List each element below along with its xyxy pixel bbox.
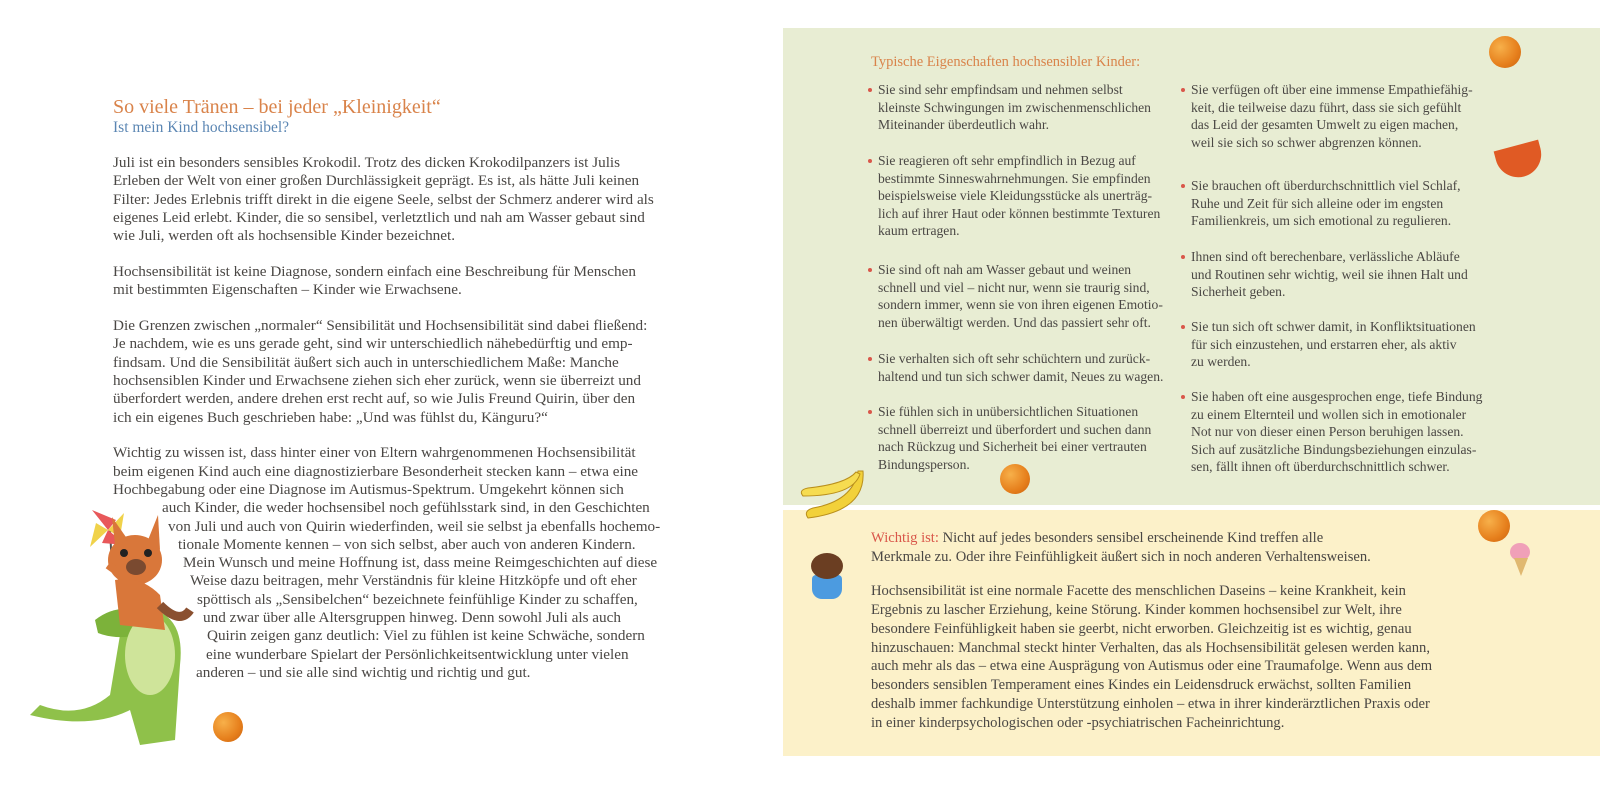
text-line: und zwar über alle Altersgruppen hinweg. Denn sowohl Juli als auch [203, 609, 621, 627]
text-line: Ihnen sind oft berechenbare, verlässliche Abläufe [1191, 249, 1460, 264]
bullet-dot-icon [868, 410, 872, 414]
text-line: zu einem Elternteil und wollen sich in emotionaler [1191, 406, 1467, 422]
text-line: Sie fühlen sich in unübersichtlichen Situationen [878, 404, 1139, 419]
characteristic-bullet [878, 81, 1151, 134]
text-line: Ergebnis zu lascher Erziehung, keine Störung. Kinder kommen hochsensibel zur Welt, ihre [871, 601, 1402, 618]
text-line: überfordert werden, andere drehen erst recht auf, so wie Julis Freund Quirin, über den [113, 390, 636, 408]
text-line: Miteinander überdeutlich wahr. [878, 117, 1049, 133]
text-line: wie Juli, werden oft als hochsensible Kinder bezeichnet. [113, 227, 456, 245]
text-line: in einer kinderpsychologischen oder -psychiatrischen Facheinrichtung. [871, 715, 1285, 732]
note-paragraph [871, 582, 1432, 733]
orange-fruit-icon [1478, 510, 1510, 542]
text-line: Ruhe und Zeit für sich alleine oder im engsten [1191, 195, 1444, 211]
text-line: kaum ertragen. [878, 223, 960, 239]
bullet-dot-icon [1181, 88, 1185, 92]
text-line: Hochsensibilität ist keine Diagnose, sondern einfach eine Beschreibung für Menschen [113, 262, 636, 280]
important-note-text [871, 529, 1432, 748]
orange-fruit-icon [213, 712, 243, 742]
text-line: findsam. Und die Sensibilität äußert sich auch in unterschiedlichem Maße: Manche [113, 353, 619, 371]
text-line: Die Grenzen zwischen „normaler“ Sensibilität und Hochsensibilität sind dabei fließend: [113, 317, 648, 335]
text-line: sen, fällt ihnen oft überdurchschnittlich schwer. [1191, 459, 1450, 475]
body-paragraph [113, 263, 660, 300]
text-line: eigenes Leid erlebt. Kinder, die so sensibel, verletztlich und nah am Wasser gebaut sind [113, 208, 645, 226]
text-line: auch Kinder, die weder hochsensibel noch gefühlsstark sind, in den Geschichten [162, 499, 650, 517]
kangaroo-crocodile-illustration [20, 505, 210, 760]
body-paragraph [113, 154, 660, 245]
note-line: Nicht auf jedes besonders sensibel erscheinende Kind treffen alle [938, 530, 1324, 546]
characteristic-bullet [1191, 81, 1473, 151]
characteristic-bullet [1191, 388, 1482, 476]
text-line: Sie brauchen oft überdurchschnittlich viel Schlaf, [1191, 178, 1461, 193]
text-line: Sie verhalten sich oft sehr schüchtern und zurück- [878, 351, 1151, 366]
text-line: zu werden. [1191, 354, 1251, 370]
text-line: anderen – und sie alle sind wichtig und richtig und gut. [196, 663, 531, 681]
text-line: keit, die teilweise dazu führt, dass sie sich gefühlt [1191, 99, 1462, 115]
bullet-dot-icon [868, 159, 872, 163]
orange-fruit-icon [1489, 36, 1521, 68]
text-line: nach Rückzug und Sicherheit bei einer vertrauten [878, 439, 1147, 455]
characteristic-bullet [1191, 248, 1468, 301]
text-line: haltend und tun sich schwer damit, Neues zu wagen. [878, 368, 1164, 384]
text-line: Je nachdem, wie es uns gerade geht, sind wir unterschiedlich nähebedürftig und emp- [113, 335, 633, 353]
text-line: Quirin zeigen ganz deutlich: Viel zu fühlen ist keine Schwäche, sondern [207, 627, 645, 645]
text-line: hochsensiblen Kinder und Erwachsene ziehen sich eher zurück, wenn sie überreizt und [113, 371, 641, 389]
text-line: besondere Feinfühligkeit haben sie geerbt, nicht erworben. Gleichzeitig ist es wichtig, genau [871, 620, 1412, 637]
characteristic-bullet [878, 403, 1151, 473]
ice-cream-cone-icon [1514, 558, 1528, 576]
text-line: Sich auf zusätzliche Bindungsbeziehungen einzulas- [1191, 441, 1477, 457]
body-paragraph [113, 317, 660, 427]
text-line: weil sie sich so schwer abgrenzen können. [1191, 134, 1422, 150]
text-line: kleinste Schwingungen im zwischenmenschlichen [878, 99, 1151, 115]
bullet-dot-icon [1181, 325, 1185, 329]
text-line: nen überwältigt werden. Und das passiert sehr oft. [878, 314, 1151, 330]
text-line: Familienkreis, um sich emotional zu regulieren. [1191, 213, 1452, 229]
bullet-dot-icon [1181, 255, 1185, 259]
bullet-dot-icon [1181, 184, 1185, 188]
text-line: hinzuschauen: Manchmal steckt hinter Verhalten, das als Hochsensibilität gelesen werden kann, [871, 639, 1430, 656]
text-line: sondern immer, wenn sie von ihren eigenen Emotio- [878, 297, 1163, 313]
text-line: tionale Momente kennen – von sich selbst, aber auch von anderen Kindern. [178, 535, 636, 553]
text-line: auch mehr als das – etwa eine Ausprägung von Autismus oder eine Traumafolge. Wenn aus dem [871, 658, 1433, 675]
text-line: Juli ist ein besonders sensibles Krokodil. Trotz des dicken Krokodilpanzers ist Julis [113, 154, 621, 171]
text-line: ich ein eigenes Buch geschrieben habe: „Und was fühlst du, Känguru?“ [113, 408, 548, 426]
characteristic-bullet [1191, 177, 1461, 230]
text-line: von Juli und auch von Quirin wiederfinden, weil sie selbst ja ebenfalls hochemo- [168, 517, 661, 535]
text-line: beim eigenen Kind auch eine diagnostizierbare Besonderheit stecken kann – etwa eine [113, 462, 639, 480]
text-line: Weise dazu beitragen, mehr Verständnis für kleine Hitzköpfe und oft eher [190, 572, 637, 590]
characteristic-bullet [878, 350, 1163, 385]
text-line: bestimmte Sinneswahrnehmungen. Sie empfinden [878, 170, 1151, 186]
text-line: Erleben der Welt von einer großen Durchlässigkeit geprägt. Es ist, als hätte Juli keinen [113, 172, 640, 190]
text-line: Sie reagieren oft sehr empfindlich in Bezug auf [878, 153, 1136, 168]
bullet-dot-icon [868, 357, 872, 361]
text-line: Wichtig zu wissen ist, dass hinter einer von Eltern wahrgenommenen Hochsensibilität [113, 444, 636, 462]
bullet-dot-icon [868, 88, 872, 92]
text-line: schnell überreizt und überfordert und suchen dann [878, 421, 1152, 437]
orange-fruit-icon [1000, 464, 1030, 494]
characteristic-bullet [1191, 318, 1476, 371]
text-line: Sicherheit geben. [1191, 284, 1286, 300]
text-line: beispielsweise viele Kleidungsstücke als unerträg- [878, 188, 1153, 204]
banana-icon [798, 466, 868, 526]
text-line: und Routinen sehr wichtig, weil sie ihnen Halt und [1191, 266, 1468, 282]
text-line: Hochbegabung oder eine Diagnose im Autismus-Spektrum. Umgekehrt können sich [113, 480, 624, 498]
page-title: So viele Tränen – bei jeder „Kleinigkeit“ [113, 96, 441, 118]
text-line: Hochsensibilität ist eine normale Facette des menschlichen Daseins – keine Krankheit, kein [871, 582, 1406, 599]
text-line: Mein Wunsch und meine Hoffnung ist, dass meine Reimgeschichten auf diese [183, 554, 658, 572]
text-line: für sich einzustehen, und erstarren eher, als aktiv [1191, 336, 1457, 352]
characteristic-bullet [878, 261, 1163, 331]
page-subtitle: Ist mein Kind hochsensibel? [113, 119, 290, 136]
text-line: Sie tun sich oft schwer damit, in Konfliktsituationen [1191, 319, 1476, 334]
text-line: eine wunderbare Spielart der Persönlichkeitsentwicklung unter vielen [206, 645, 629, 663]
text-line: mit bestimmten Eigenschaften – Kinder wie Erwachsene. [113, 281, 462, 299]
text-line: Filter: Jedes Erlebnis trifft direkt in die eigene Seele, selbst der Schmerz anderer wird als [113, 190, 654, 208]
text-line: das Leid der gesamten Umwelt zu eigen machen, [1191, 117, 1459, 133]
text-line: Bindungsperson. [878, 456, 970, 472]
text-line: Sie haben oft eine ausgesprochen enge, tiefe Bindung [1191, 389, 1483, 404]
text-line: lich auf ihrer Haut oder können bestimmte Texturen [878, 205, 1161, 221]
text-line: Sie sind oft nah am Wasser gebaut und weinen [878, 262, 1132, 277]
text-line: deshalb immer fachkundige Unterstützung einholen – etwa in ihrer kinderärztlichen Praxis oder [871, 696, 1430, 713]
bullet-dot-icon [868, 268, 872, 272]
note-line: Merkmale zu. Oder ihre Feinfühligkeit äußert sich in noch anderen Verhaltensweisen. [871, 548, 1371, 565]
text-line: Sie verfügen oft über eine immense Empathiefähig- [1191, 82, 1473, 97]
text-line: besonders sensiblen Temperament eines Kindes ein Leidensdruck erwächst, sollten Familien [871, 677, 1412, 694]
characteristic-bullet [878, 152, 1160, 240]
cupcake-top-icon [811, 553, 843, 579]
bullet-dot-icon [1181, 395, 1185, 399]
text-line: spöttisch als „Sensibelchen“ bezeichnete feinfühlige Kinder zu schaffen, [197, 590, 638, 608]
note-label: Wichtig ist: [871, 530, 939, 546]
text-line: Sie sind sehr empfindsam und nehmen selbst [878, 82, 1123, 97]
text-line: Not nur von dieser einen Person beruhigen lassen. [1191, 424, 1464, 440]
characteristics-heading: Typische Eigenschaften hochsensibler Kinder: [871, 54, 1141, 70]
text-line: schnell und viel – nicht nur, wenn sie traurig sind, [878, 279, 1150, 295]
note-intro [871, 529, 1432, 567]
